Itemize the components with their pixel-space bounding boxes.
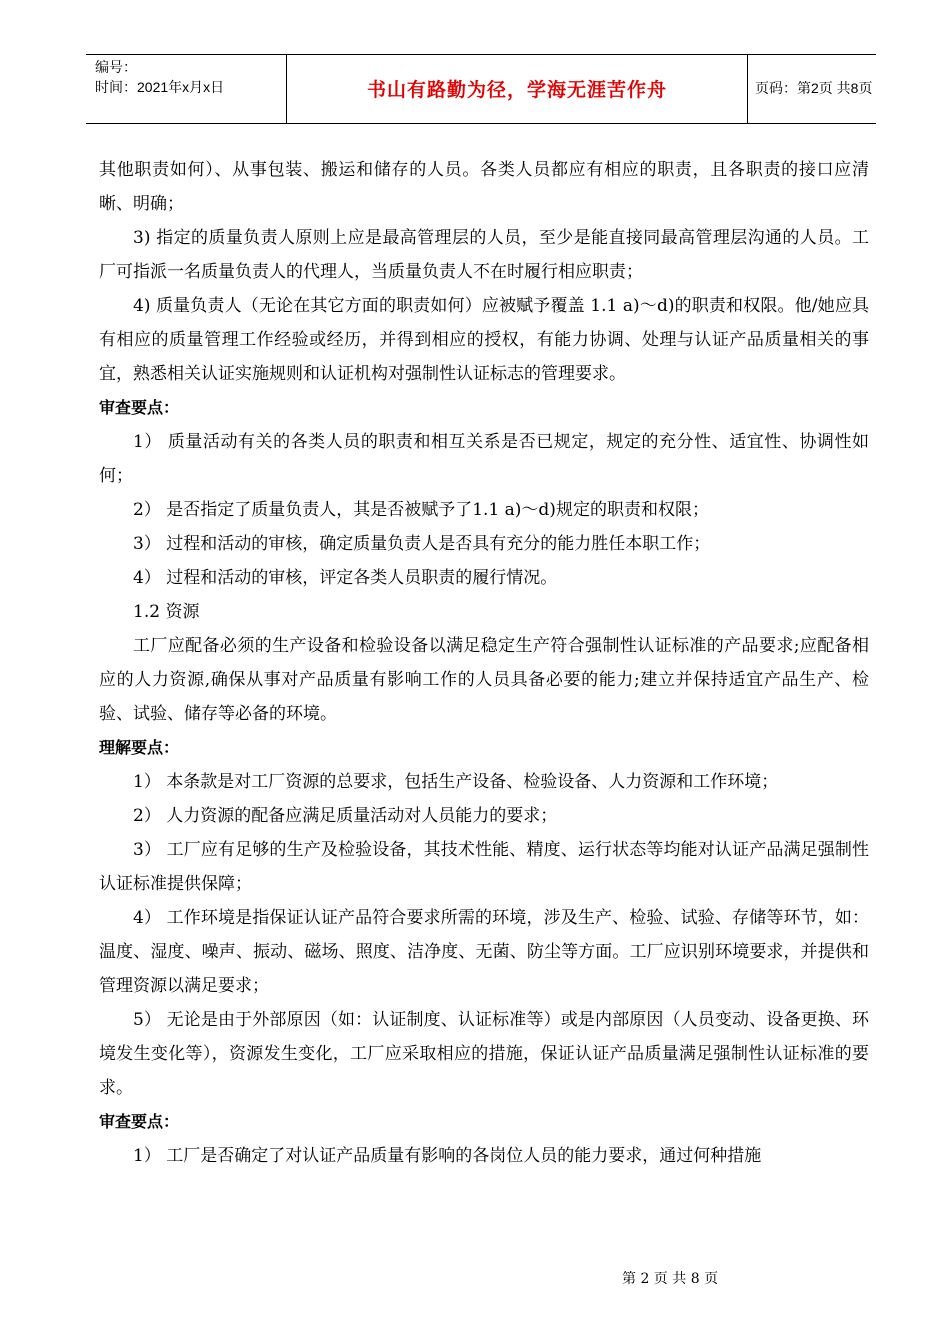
document-time-label: 时间：2021年x月x日 xyxy=(95,79,225,95)
page-footer-number: 第 2 页 共 8 页 xyxy=(622,1271,719,1287)
header-page-cell xyxy=(747,55,876,123)
paragraph: 3) 指定的质量负责人原则上应是最高管理层的人员，至少是能直接同最高管理层沟通的人员。工厂可指派一名质量负责人的代理人，当质量负责人不在时履行相应职责； xyxy=(99,228,869,282)
document-number-label: 编号： xyxy=(95,59,137,75)
paragraph: 工厂应配备必须的生产设备和检验设备以满足稳定生产符合强制性认证标准的产品要求;应配备相应的人力资源,确保从事对产品质量有影响工作的人员具备必要的能力;建立并保持适宜产品生产、检验、试验、储存等必备的环境。 xyxy=(99,636,869,724)
paragraph: 1） 本条款是对工厂资源的总要求，包括生产设备、检验设备、人力资源和工作环境； xyxy=(133,772,779,792)
paragraph: 1） 工厂是否确定了对认证产品质量有影响的各岗位人员的能力要求，通过何种措施 xyxy=(133,1146,762,1166)
paragraph: 4） 过程和活动的审核，评定各类人员职责的履行情况。 xyxy=(133,568,558,588)
paragraph: 2） 人力资源的配备应满足质量活动对人员能力的要求； xyxy=(133,806,558,826)
paragraph: 2） 是否指定了质量负责人，其是否被赋予了1.1 a)～d)规定的职责和权限； xyxy=(133,500,709,520)
paragraph: 3） 过程和活动的审核，确定质量负责人是否具有充分的能力胜任本职工作； xyxy=(133,534,711,554)
header-page-info: 页码：第2页 共8页 xyxy=(755,80,873,96)
paragraph: 其他职责如何）、从事包装、搬运和储存的人员。各类人员都应有相应的职责，且各职责的接口应清晰、明确； xyxy=(99,160,869,214)
section-heading: 审查要点： xyxy=(99,398,180,417)
paragraph: 4） 工作环境是指保证认证产品符合要求所需的环境，涉及生产、检验、试验、存储等环节，如：温度、湿度、噪声、振动、磁场、照度、洁净度、无菌、防尘等方面。工厂应识别环境要求，并提供和管理资源以满足要求； xyxy=(99,908,869,996)
paragraph: 5） 无论是由于外部原因（如：认证制度、认证标准等）或是内部原因（人员变动、设备更换、环境发生变化等），资源发生变化，工厂应采取相应的措施，保证认证产品质量满足强制性认证标准的要求。 xyxy=(99,1010,869,1098)
paragraph: 3） 工厂应有足够的生产及检验设备，其技术性能、精度、运行状态等均能对认证产品满足强制性认证标准提供保障； xyxy=(99,840,869,894)
paragraph: 4) 质量负责人（无论在其它方面的职责如何）应被赋予覆盖 1.1 a)～d)的职责和权限。他/她应具有相应的质量管理工作经验或经历，并得到相应的授权，有能力协调、处理与认证产品质量相关的事宜，熟悉相关认证实施规则和认证机构对强制性认证标志的管理要求。 xyxy=(99,296,869,384)
header-left-cell xyxy=(86,55,286,123)
header-motto: 书山有路勤为径，学海无涯苦作舟 xyxy=(366,79,667,101)
section-heading: 理解要点： xyxy=(99,738,180,757)
paragraph: 1） 质量活动有关的各类人员的职责和相互关系是否已规定，规定的充分性、适宜性、协调性如何； xyxy=(99,432,869,486)
section-heading: 审查要点： xyxy=(99,1112,180,1131)
header-motto-cell xyxy=(286,55,748,123)
subsection-title: 1.2 资源 xyxy=(133,602,200,622)
document-body xyxy=(99,153,869,1173)
page-header xyxy=(86,54,876,124)
